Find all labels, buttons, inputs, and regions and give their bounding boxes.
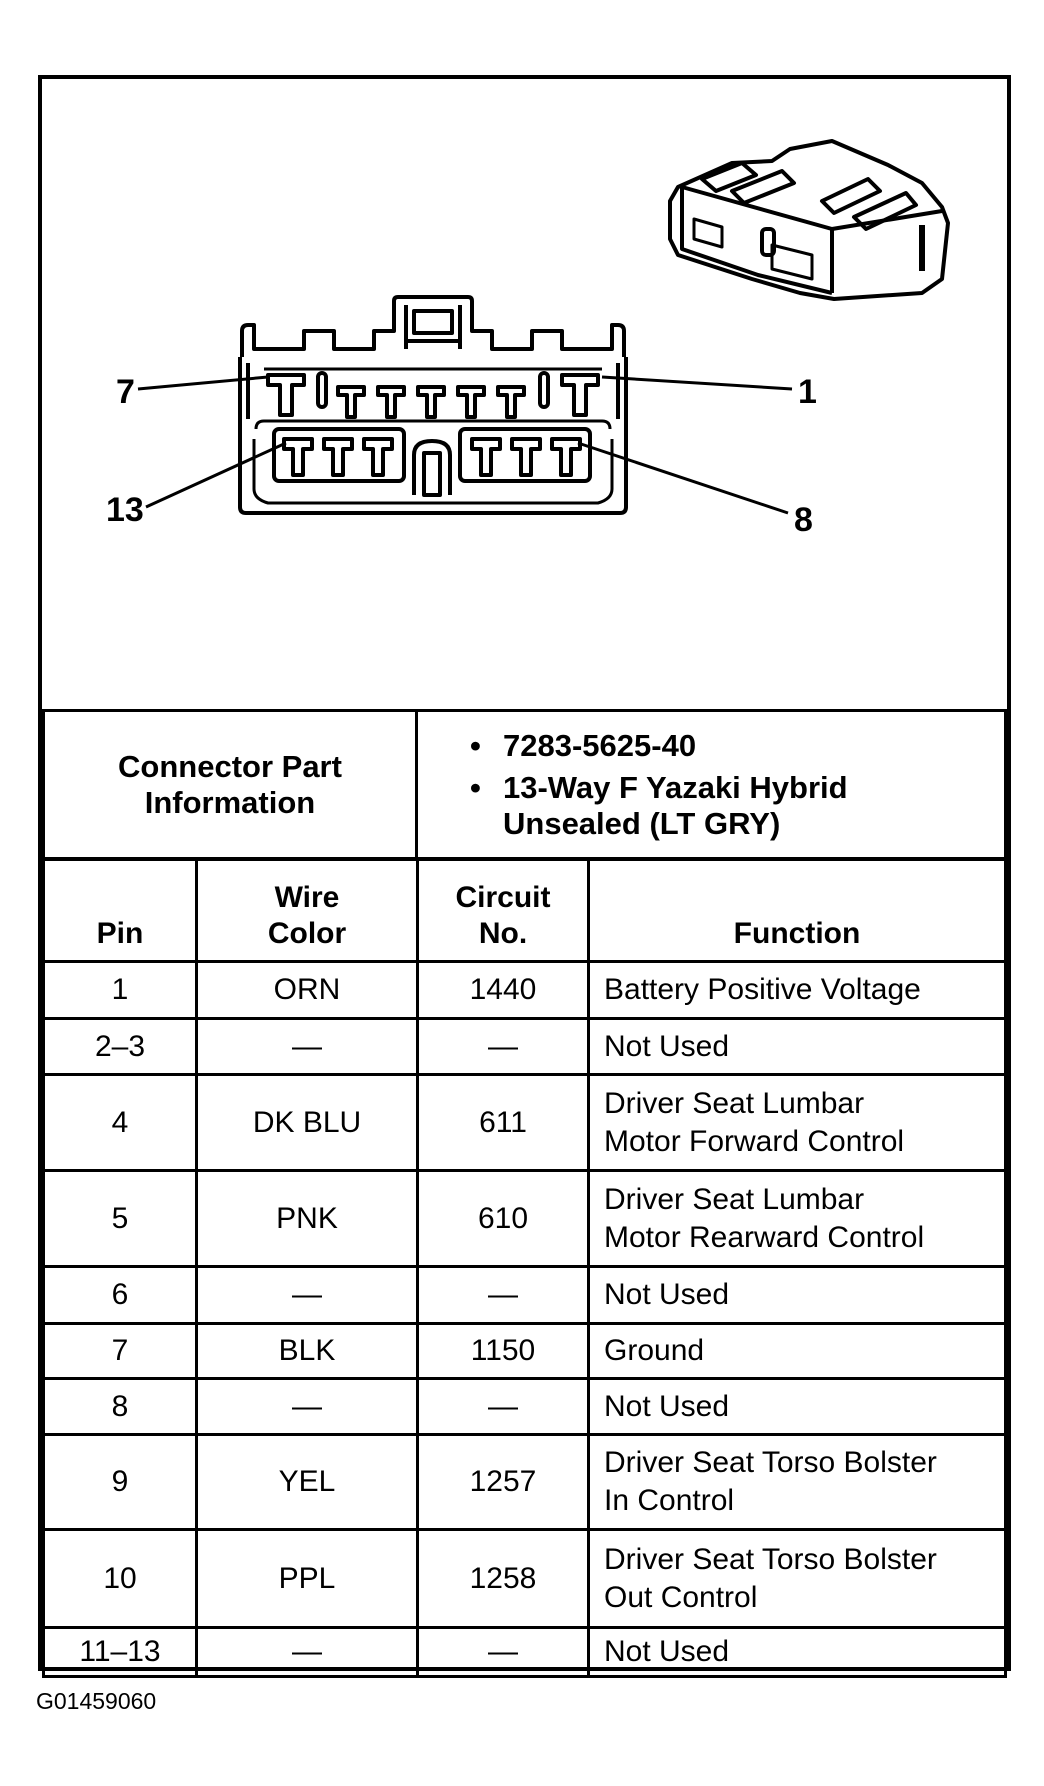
- function-cell: Battery Positive Voltage: [589, 962, 1006, 1019]
- function-cell: Not Used: [589, 1267, 1006, 1324]
- wire-color-cell: —: [197, 1267, 418, 1324]
- circuit-number-cell: —: [418, 1267, 589, 1324]
- circuit-number-cell: 1257: [418, 1435, 589, 1530]
- table-row: [44, 1435, 1006, 1530]
- table-row: [44, 1019, 1006, 1075]
- pin-cell: 11–13: [44, 1628, 197, 1677]
- info-label-line2: Information: [144, 785, 316, 820]
- connector-description: • 13-Way F Yazaki Hybrid Unsealed (LT GRY): [470, 770, 863, 842]
- pin-cell: 8: [44, 1379, 197, 1435]
- header-pin: Pin: [44, 859, 197, 962]
- wire-color-cell: ORN: [197, 962, 418, 1019]
- wire-color-cell: DK BLU: [197, 1075, 418, 1171]
- function-cell: Ground: [589, 1324, 1006, 1379]
- wire-color-cell: BLK: [197, 1324, 418, 1379]
- table-row: [44, 1379, 1006, 1435]
- pin-cell: 1: [44, 962, 197, 1019]
- table-row: [44, 962, 1006, 1019]
- table-row: [44, 1324, 1006, 1379]
- pin-cell: 2–3: [44, 1019, 197, 1075]
- connector-face-icon: [42, 79, 1007, 709]
- pin-label-1: 1: [798, 373, 817, 411]
- table-row: [44, 1075, 1006, 1171]
- connector-3d-icon: [670, 141, 948, 299]
- wire-color-cell: —: [197, 1628, 418, 1677]
- function-cell: Not Used: [589, 1379, 1006, 1435]
- connector-diagram-frame: [38, 75, 1011, 1671]
- table-header-row: [44, 859, 1006, 962]
- table-row: [44, 1267, 1006, 1324]
- info-values: [417, 711, 1006, 860]
- header-circuit-line2: No.: [478, 917, 528, 950]
- header-wire-color: [197, 859, 418, 962]
- figure-id: G01459060: [36, 1688, 157, 1714]
- pin-label-8: 8: [794, 501, 813, 539]
- pin-cell: 4: [44, 1075, 197, 1171]
- pin-label-7: 7: [116, 373, 135, 411]
- function-cell: Not Used: [589, 1019, 1006, 1075]
- wire-color-cell: PPL: [197, 1530, 418, 1628]
- circuit-number-cell: —: [418, 1019, 589, 1075]
- wire-color-cell: YEL: [197, 1435, 418, 1530]
- function-cell: Driver Seat Lumbar Motor Rearward Control: [589, 1171, 1006, 1267]
- connector-part-info: [42, 709, 1007, 861]
- wire-color-cell: PNK: [197, 1171, 418, 1267]
- header-function: Function: [589, 859, 1006, 962]
- circuit-number-cell: 1150: [418, 1324, 589, 1379]
- circuit-number-cell: —: [418, 1379, 589, 1435]
- table-row: [44, 1171, 1006, 1267]
- pin-cell: 10: [44, 1530, 197, 1628]
- circuit-number-cell: 610: [418, 1171, 589, 1267]
- header-circuit-line1: Circuit: [455, 881, 551, 914]
- pin-cell: 9: [44, 1435, 197, 1530]
- pin-cell: 7: [44, 1324, 197, 1379]
- header-wire-line2: Color: [267, 917, 347, 950]
- pin-label-13: 13: [106, 491, 144, 529]
- function-cell: Driver Seat Torso Bolster In Control: [589, 1435, 1006, 1530]
- pin-table: [42, 857, 1007, 1678]
- circuit-number-cell: 611: [418, 1075, 589, 1171]
- circuit-number-cell: 1440: [418, 962, 589, 1019]
- pin-cell: 5: [44, 1171, 197, 1267]
- circuit-number-cell: 1258: [418, 1530, 589, 1628]
- header-wire-line1: Wire: [274, 881, 340, 914]
- info-label: [44, 711, 417, 860]
- info-label-line1: Connector Part: [118, 749, 342, 784]
- function-cell: Driver Seat Torso Bolster Out Control: [589, 1530, 1006, 1628]
- table-row: [44, 1530, 1006, 1628]
- circuit-number-cell: —: [418, 1628, 589, 1677]
- function-cell: Not Used: [589, 1628, 1006, 1677]
- pin-cell: 6: [44, 1267, 197, 1324]
- header-circuit-no: [418, 859, 589, 962]
- function-cell: Driver Seat Lumbar Motor Forward Control: [589, 1075, 1006, 1171]
- wire-color-cell: —: [197, 1379, 418, 1435]
- part-number: • 7283-5625-40: [470, 728, 1004, 764]
- wire-color-cell: —: [197, 1019, 418, 1075]
- connector-illustration: [42, 79, 1007, 709]
- table-row: [44, 1628, 1006, 1677]
